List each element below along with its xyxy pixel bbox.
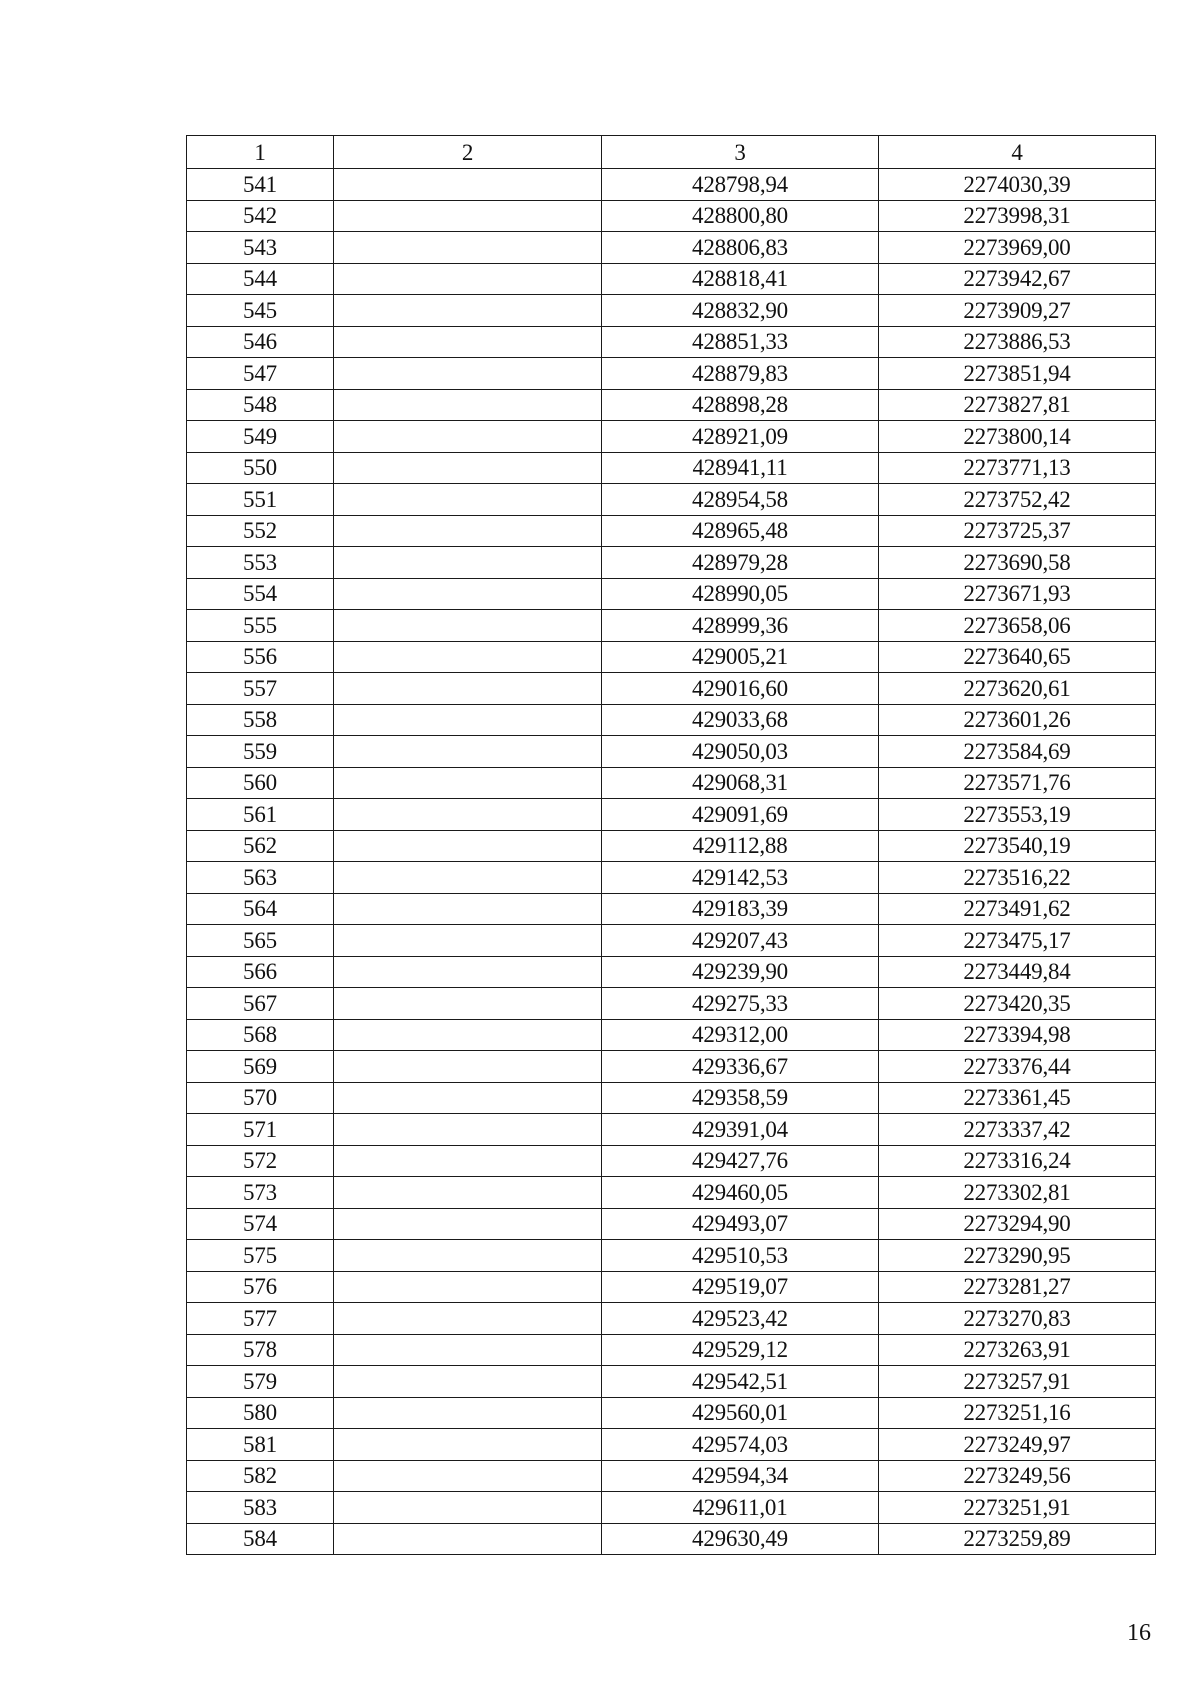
cell-empty — [334, 1366, 602, 1398]
table-row — [187, 641, 1156, 673]
cell-y-coordinate: 2273420,35 — [879, 988, 1156, 1020]
cell-y-coordinate: 2273827,81 — [879, 389, 1156, 421]
cell-empty — [334, 862, 602, 894]
cell-x-coordinate: 428798,94 — [602, 169, 879, 201]
cell-y-coordinate: 2273290,95 — [879, 1240, 1156, 1272]
cell-x-coordinate: 429033,68 — [602, 704, 879, 736]
table-row — [187, 767, 1156, 799]
table-row — [187, 1051, 1156, 1083]
cell-empty — [334, 452, 602, 484]
cell-x-coordinate: 429005,21 — [602, 641, 879, 673]
cell-x-coordinate: 429542,51 — [602, 1366, 879, 1398]
cell-x-coordinate: 429091,69 — [602, 799, 879, 831]
table-row — [187, 893, 1156, 925]
table-row — [187, 1460, 1156, 1492]
table-row — [187, 830, 1156, 862]
cell-empty — [334, 547, 602, 579]
cell-y-coordinate: 2273671,93 — [879, 578, 1156, 610]
cell-empty — [334, 1114, 602, 1146]
cell-y-coordinate: 2273851,94 — [879, 358, 1156, 390]
cell-y-coordinate: 2273516,22 — [879, 862, 1156, 894]
cell-empty — [334, 1334, 602, 1366]
cell-empty — [334, 767, 602, 799]
cell-point-number: 584 — [187, 1523, 334, 1555]
table-row — [187, 1145, 1156, 1177]
cell-x-coordinate: 428832,90 — [602, 295, 879, 327]
cell-x-coordinate: 428941,11 — [602, 452, 879, 484]
cell-point-number: 563 — [187, 862, 334, 894]
cell-point-number: 572 — [187, 1145, 334, 1177]
cell-y-coordinate: 2273281,27 — [879, 1271, 1156, 1303]
column-header-4: 4 — [879, 136, 1156, 169]
cell-point-number: 561 — [187, 799, 334, 831]
cell-y-coordinate: 2273658,06 — [879, 610, 1156, 642]
cell-empty — [334, 736, 602, 768]
cell-x-coordinate: 428800,80 — [602, 200, 879, 232]
cell-x-coordinate: 429611,01 — [602, 1492, 879, 1524]
cell-y-coordinate: 2273394,98 — [879, 1019, 1156, 1051]
cell-empty — [334, 704, 602, 736]
cell-empty — [334, 925, 602, 957]
cell-x-coordinate: 429529,12 — [602, 1334, 879, 1366]
cell-point-number: 558 — [187, 704, 334, 736]
table-body — [187, 169, 1156, 1555]
cell-point-number: 566 — [187, 956, 334, 988]
cell-empty — [334, 295, 602, 327]
cell-point-number: 577 — [187, 1303, 334, 1335]
cell-point-number: 557 — [187, 673, 334, 705]
cell-point-number: 547 — [187, 358, 334, 390]
cell-empty — [334, 1271, 602, 1303]
cell-point-number: 548 — [187, 389, 334, 421]
cell-empty — [334, 263, 602, 295]
cell-point-number: 571 — [187, 1114, 334, 1146]
table-row — [187, 578, 1156, 610]
cell-point-number: 543 — [187, 232, 334, 264]
cell-x-coordinate: 428999,36 — [602, 610, 879, 642]
table-row — [187, 925, 1156, 957]
table-row — [187, 1271, 1156, 1303]
cell-y-coordinate: 2273571,76 — [879, 767, 1156, 799]
cell-x-coordinate: 429142,53 — [602, 862, 879, 894]
cell-x-coordinate: 428851,33 — [602, 326, 879, 358]
cell-y-coordinate: 2273540,19 — [879, 830, 1156, 862]
cell-y-coordinate: 2273475,17 — [879, 925, 1156, 957]
cell-point-number: 569 — [187, 1051, 334, 1083]
cell-empty — [334, 1523, 602, 1555]
cell-y-coordinate: 2273752,42 — [879, 484, 1156, 516]
cell-empty — [334, 515, 602, 547]
cell-y-coordinate: 2273491,62 — [879, 893, 1156, 925]
table-row — [187, 736, 1156, 768]
cell-y-coordinate: 2273249,97 — [879, 1429, 1156, 1461]
cell-empty — [334, 1082, 602, 1114]
cell-x-coordinate: 428879,83 — [602, 358, 879, 390]
cell-y-coordinate: 2273263,91 — [879, 1334, 1156, 1366]
cell-point-number: 573 — [187, 1177, 334, 1209]
table-row — [187, 704, 1156, 736]
cell-point-number: 556 — [187, 641, 334, 673]
table-row — [187, 1303, 1156, 1335]
table-row — [187, 1334, 1156, 1366]
cell-x-coordinate: 429112,88 — [602, 830, 879, 862]
cell-y-coordinate: 2273942,67 — [879, 263, 1156, 295]
cell-y-coordinate: 2273909,27 — [879, 295, 1156, 327]
cell-point-number: 550 — [187, 452, 334, 484]
cell-x-coordinate: 429050,03 — [602, 736, 879, 768]
cell-x-coordinate: 429510,53 — [602, 1240, 879, 1272]
cell-x-coordinate: 429312,00 — [602, 1019, 879, 1051]
cell-point-number: 560 — [187, 767, 334, 799]
cell-x-coordinate: 428921,09 — [602, 421, 879, 453]
cell-y-coordinate: 2273800,14 — [879, 421, 1156, 453]
table-row — [187, 799, 1156, 831]
cell-empty — [334, 326, 602, 358]
cell-empty — [334, 830, 602, 862]
table-row — [187, 295, 1156, 327]
cell-empty — [334, 1397, 602, 1429]
cell-empty — [334, 169, 602, 201]
table-row — [187, 232, 1156, 264]
cell-empty — [334, 1240, 602, 1272]
cell-y-coordinate: 2273969,00 — [879, 232, 1156, 264]
cell-empty — [334, 421, 602, 453]
cell-y-coordinate: 2273771,13 — [879, 452, 1156, 484]
cell-y-coordinate: 2273270,83 — [879, 1303, 1156, 1335]
cell-x-coordinate: 429016,60 — [602, 673, 879, 705]
cell-y-coordinate: 2273249,56 — [879, 1460, 1156, 1492]
cell-x-coordinate: 429275,33 — [602, 988, 879, 1020]
cell-empty — [334, 1429, 602, 1461]
cell-point-number: 582 — [187, 1460, 334, 1492]
cell-point-number: 581 — [187, 1429, 334, 1461]
cell-empty — [334, 956, 602, 988]
cell-point-number: 575 — [187, 1240, 334, 1272]
cell-point-number: 580 — [187, 1397, 334, 1429]
cell-y-coordinate: 2273690,58 — [879, 547, 1156, 579]
cell-x-coordinate: 429523,42 — [602, 1303, 879, 1335]
cell-y-coordinate: 2273251,91 — [879, 1492, 1156, 1524]
cell-point-number: 568 — [187, 1019, 334, 1051]
cell-x-coordinate: 428954,58 — [602, 484, 879, 516]
cell-empty — [334, 1303, 602, 1335]
cell-x-coordinate: 429519,07 — [602, 1271, 879, 1303]
cell-x-coordinate: 429594,34 — [602, 1460, 879, 1492]
cell-x-coordinate: 429574,03 — [602, 1429, 879, 1461]
cell-x-coordinate: 429630,49 — [602, 1523, 879, 1555]
table-row — [187, 1523, 1156, 1555]
cell-point-number: 551 — [187, 484, 334, 516]
table-row — [187, 1240, 1156, 1272]
cell-y-coordinate: 2273640,65 — [879, 641, 1156, 673]
cell-empty — [334, 1051, 602, 1083]
cell-empty — [334, 799, 602, 831]
cell-y-coordinate: 2273316,24 — [879, 1145, 1156, 1177]
column-header-3: 3 — [602, 136, 879, 169]
cell-point-number: 578 — [187, 1334, 334, 1366]
cell-empty — [334, 232, 602, 264]
cell-y-coordinate: 2273302,81 — [879, 1177, 1156, 1209]
cell-y-coordinate: 2274030,39 — [879, 169, 1156, 201]
table-row — [187, 1082, 1156, 1114]
cell-point-number: 565 — [187, 925, 334, 957]
cell-y-coordinate: 2273998,31 — [879, 200, 1156, 232]
cell-point-number: 546 — [187, 326, 334, 358]
table-row — [187, 484, 1156, 516]
table-row — [187, 389, 1156, 421]
cell-point-number: 579 — [187, 1366, 334, 1398]
cell-empty — [334, 200, 602, 232]
table-row — [187, 1397, 1156, 1429]
cell-point-number: 559 — [187, 736, 334, 768]
cell-empty — [334, 1208, 602, 1240]
cell-x-coordinate: 429068,31 — [602, 767, 879, 799]
cell-x-coordinate: 429207,43 — [602, 925, 879, 957]
cell-x-coordinate: 428965,48 — [602, 515, 879, 547]
cell-y-coordinate: 2273620,61 — [879, 673, 1156, 705]
cell-empty — [334, 1145, 602, 1177]
cell-x-coordinate: 429391,04 — [602, 1114, 879, 1146]
cell-empty — [334, 1492, 602, 1524]
cell-point-number: 567 — [187, 988, 334, 1020]
table-row — [187, 988, 1156, 1020]
cell-empty — [334, 484, 602, 516]
cell-y-coordinate: 2273251,16 — [879, 1397, 1156, 1429]
table-row — [187, 1019, 1156, 1051]
cell-y-coordinate: 2273886,53 — [879, 326, 1156, 358]
cell-empty — [334, 578, 602, 610]
table-row — [187, 862, 1156, 894]
table-row — [187, 421, 1156, 453]
cell-empty — [334, 641, 602, 673]
cell-empty — [334, 358, 602, 390]
cell-x-coordinate: 429336,67 — [602, 1051, 879, 1083]
cell-x-coordinate: 428806,83 — [602, 232, 879, 264]
table-row — [187, 1114, 1156, 1146]
cell-point-number: 552 — [187, 515, 334, 547]
cell-point-number: 574 — [187, 1208, 334, 1240]
cell-y-coordinate: 2273337,42 — [879, 1114, 1156, 1146]
column-header-2: 2 — [334, 136, 602, 169]
cell-empty — [334, 389, 602, 421]
column-header-1: 1 — [187, 136, 334, 169]
cell-x-coordinate: 429358,59 — [602, 1082, 879, 1114]
cell-y-coordinate: 2273584,69 — [879, 736, 1156, 768]
cell-empty — [334, 673, 602, 705]
cell-empty — [334, 1460, 602, 1492]
cell-y-coordinate: 2273376,44 — [879, 1051, 1156, 1083]
table-row — [187, 1492, 1156, 1524]
cell-empty — [334, 893, 602, 925]
cell-x-coordinate: 429183,39 — [602, 893, 879, 925]
table-row — [187, 515, 1156, 547]
cell-x-coordinate: 429239,90 — [602, 956, 879, 988]
cell-point-number: 553 — [187, 547, 334, 579]
cell-point-number: 549 — [187, 421, 334, 453]
cell-point-number: 583 — [187, 1492, 334, 1524]
cell-y-coordinate: 2273294,90 — [879, 1208, 1156, 1240]
cell-x-coordinate: 428818,41 — [602, 263, 879, 295]
cell-y-coordinate: 2273725,37 — [879, 515, 1156, 547]
page-number: 16 — [1127, 1620, 1151, 1646]
cell-empty — [334, 610, 602, 642]
table-row — [187, 1208, 1156, 1240]
cell-y-coordinate: 2273257,91 — [879, 1366, 1156, 1398]
cell-point-number: 564 — [187, 893, 334, 925]
coordinates-table — [186, 135, 1156, 1555]
table-row — [187, 326, 1156, 358]
cell-empty — [334, 1177, 602, 1209]
table-row — [187, 358, 1156, 390]
cell-empty — [334, 988, 602, 1020]
cell-point-number: 570 — [187, 1082, 334, 1114]
cell-point-number: 544 — [187, 263, 334, 295]
cell-y-coordinate: 2273553,19 — [879, 799, 1156, 831]
cell-x-coordinate: 429460,05 — [602, 1177, 879, 1209]
table-row — [187, 610, 1156, 642]
table-row — [187, 452, 1156, 484]
cell-x-coordinate: 429427,76 — [602, 1145, 879, 1177]
table-row — [187, 956, 1156, 988]
table-row — [187, 1429, 1156, 1461]
cell-y-coordinate: 2273601,26 — [879, 704, 1156, 736]
table-row — [187, 169, 1156, 201]
cell-point-number: 545 — [187, 295, 334, 327]
table-row — [187, 200, 1156, 232]
table-row — [187, 673, 1156, 705]
cell-point-number: 542 — [187, 200, 334, 232]
cell-x-coordinate: 429493,07 — [602, 1208, 879, 1240]
header-row — [187, 136, 1156, 169]
cell-point-number: 576 — [187, 1271, 334, 1303]
cell-y-coordinate: 2273449,84 — [879, 956, 1156, 988]
cell-empty — [334, 1019, 602, 1051]
cell-point-number: 541 — [187, 169, 334, 201]
cell-x-coordinate: 428898,28 — [602, 389, 879, 421]
cell-y-coordinate: 2273259,89 — [879, 1523, 1156, 1555]
cell-x-coordinate: 428990,05 — [602, 578, 879, 610]
table-header — [187, 136, 1156, 169]
table-row — [187, 263, 1156, 295]
cell-point-number: 562 — [187, 830, 334, 862]
cell-y-coordinate: 2273361,45 — [879, 1082, 1156, 1114]
cell-x-coordinate: 428979,28 — [602, 547, 879, 579]
cell-x-coordinate: 429560,01 — [602, 1397, 879, 1429]
cell-point-number: 555 — [187, 610, 334, 642]
table-row — [187, 1177, 1156, 1209]
table-row — [187, 547, 1156, 579]
table-row — [187, 1366, 1156, 1398]
cell-point-number: 554 — [187, 578, 334, 610]
